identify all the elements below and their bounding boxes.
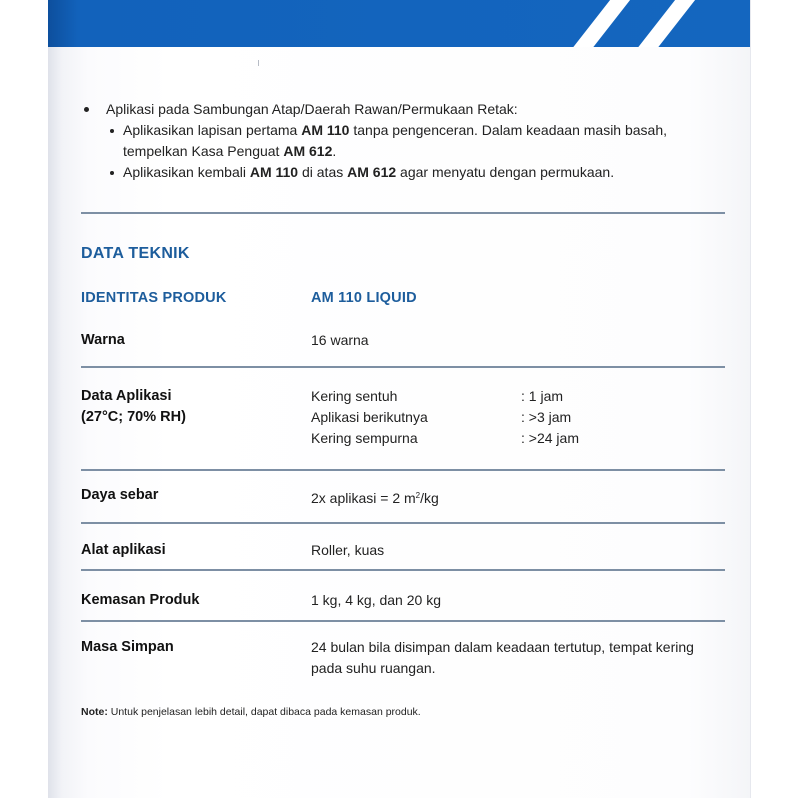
banner-stripe	[632, 0, 699, 47]
divider	[81, 366, 725, 368]
header-banner	[48, 0, 750, 47]
drying-time-item: Kering sentuh : 1 jam	[311, 388, 564, 404]
print-mark	[258, 60, 259, 66]
divider	[81, 212, 725, 214]
application-instructions	[81, 99, 725, 183]
bullet-icon	[110, 129, 114, 133]
bullet-item	[81, 99, 725, 120]
spec-header-label: IDENTITAS PRODUK	[81, 290, 227, 306]
product-name: AM 110 LIQUID	[311, 290, 417, 306]
bullet-label: Aplikasi pada Sambungan Atap/Daerah Rawan/Permukaan Retak:	[106, 101, 518, 117]
drying-times	[311, 386, 721, 449]
drying-time-item: Kering sempurna : >24 jam	[311, 430, 579, 446]
sub-bullet-item: Aplikasikan kembali AM 110 di atas AM 612 agar menyatu dengan permukaan.	[81, 162, 725, 183]
section-title: DATA TEKNIK	[81, 245, 190, 262]
divider	[81, 522, 725, 524]
divider	[81, 620, 725, 622]
drying-time-item: Aplikasi berikutnya : >3 jam	[311, 409, 572, 425]
bullet-icon	[84, 107, 89, 112]
sub-bullet-item: Aplikasikan lapisan pertama AM 110 tanpa pengenceran. Dalam keadaan masih basah, tempelkan Kasa Penguat AM 612.	[81, 120, 725, 162]
divider	[81, 569, 725, 571]
banner-stripe	[567, 0, 634, 47]
document-page: Aplikasi pada Sambungan Atap/Daerah Rawan/Permukaan Retak: Aplikasikan lapisan pertama AM 110 tanpa pengenceran. Dalam keadaan masih basah, tempelkan Kasa Penguat AM 612. Aplikasikan kembali AM 110 di atas AM 612 agar menyatu dengan permukaan. DATA TEKNIK IDENTITAS PRODUK AM 110 LIQUID Warna 16 warna Data Aplikasi (27°C; 70% RH) Kering sentuh : 1 jam Aplikasi berikutnya : >3 jam Kering sempurna : >24 jam Daya sebar 2x aplikasi = 2 $m^2/kg$ Alat aplikasi Roller, kuas Kemasan Produk 1 kg, 4 kg, dan 20 kg Masa Simpan 24 bulan bila disimpan dalam keadaan tertutup, tempat kering pada suhu ruangan. Note: Untuk penjelasan lebih detail, dapat dibaca pada kemasan produk.	[48, 0, 750, 798]
footnote: Note: Untuk penjelasan lebih detail, dapat dibaca pada kemasan produk.	[81, 706, 421, 718]
bullet-icon	[110, 171, 114, 175]
divider	[81, 469, 725, 471]
